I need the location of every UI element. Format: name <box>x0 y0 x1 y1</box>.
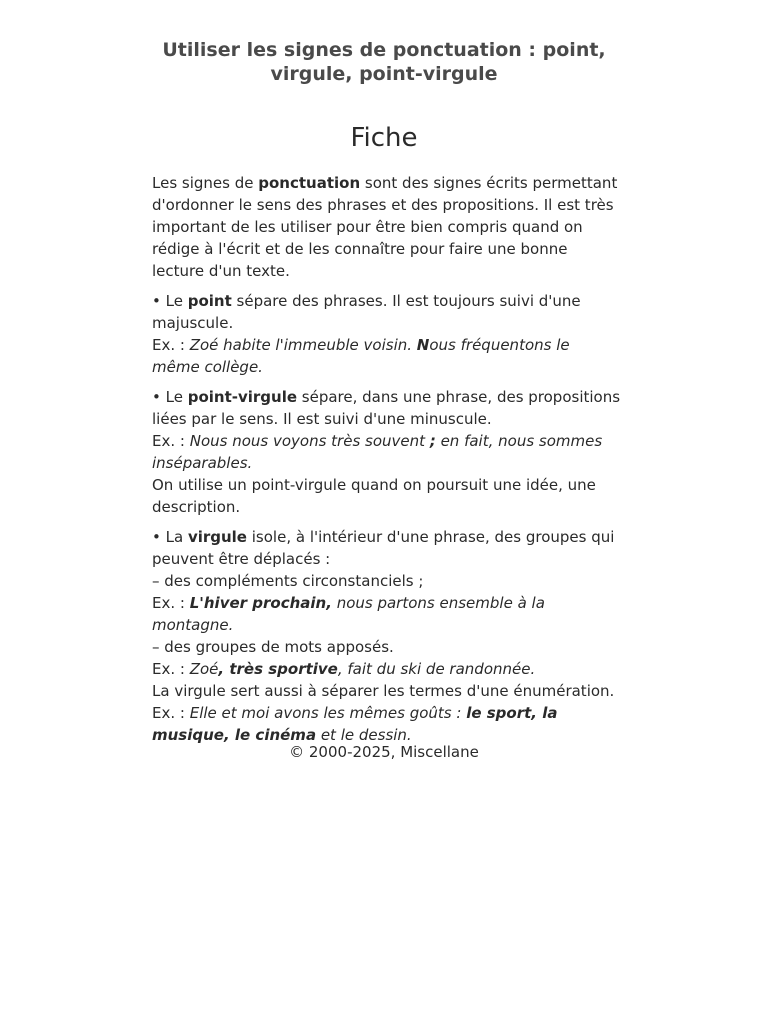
point-virgule-example-text-2: en fait, nous sommes inséparables. <box>152 432 603 472</box>
virgule-example-3-label: Ex. : <box>152 704 190 722</box>
virgule-example-3-text-1: Elle et moi avons les mêmes goûts : <box>189 704 467 722</box>
point-description: sépare des phrases. Il est toujours suivi d'une majuscule. <box>152 292 581 332</box>
point-virgule-description: sépare, dans une phrase, des propositions liées par le sens. Il est suivi d'une minuscule. <box>152 388 621 428</box>
virgule-example-1-emphasis: L'hiver prochain, <box>189 594 332 612</box>
virgule-note: La virgule sert aussi à séparer les termes d'une énumération. <box>152 682 615 700</box>
virgule-example-2-text-1: Zoé <box>189 660 219 678</box>
point-section <box>152 290 622 378</box>
point-virgule-example <box>152 430 622 474</box>
page-title-line-1: Utiliser les signes de ponctuation : point, <box>162 39 606 61</box>
virgule-item-apposes: – des groupes de mots apposés. <box>152 638 394 656</box>
point-example-text-1: Zoé habite l'immeuble voisin. <box>189 336 417 354</box>
footer-copyright: © 2000-2025, Miscellane <box>289 743 479 761</box>
intro-paragraph <box>152 172 622 282</box>
page-title <box>0 38 768 86</box>
intro-text-2: sont des signes écrits permettant d'ordonner le sens des phrases et des propositions. Il est très important de les utiliser pour être bien compris quand on rédige à l'écrit et de les connaître pour faire une bonne lecture d'un texte. <box>152 174 618 280</box>
virgule-example-2-label: Ex. : <box>152 660 190 678</box>
point-virgule-section <box>152 386 622 518</box>
point-virgule-term: point-virgule <box>187 388 298 406</box>
virgule-example-1-text: nous partons ensemble à la montagne. <box>152 594 545 634</box>
point-example <box>152 334 622 378</box>
virgule-example-3-emphasis: le sport, la musique, le cinéma <box>152 704 558 744</box>
page-title-line-2: virgule, point-virgule <box>270 63 498 85</box>
point-virgule-bullet: • Le <box>152 388 188 406</box>
point-example-label: Ex. : <box>152 336 190 354</box>
point-virgule-example-emphasis: ; <box>429 432 436 450</box>
virgule-example-2-emphasis: , très sportive <box>218 660 338 678</box>
virgule-description: isole, à l'intérieur d'une phrase, des groupes qui peuvent être déplacés : <box>152 528 615 568</box>
section-title: Fiche <box>350 123 418 153</box>
virgule-bullet: • La <box>152 528 188 546</box>
lesson-content <box>152 172 622 754</box>
virgule-definition <box>152 526 622 570</box>
point-definition <box>152 290 622 334</box>
virgule-example-3 <box>152 702 622 746</box>
point-example-emphasis: N <box>416 336 430 354</box>
point-bullet: • Le <box>152 292 188 310</box>
point-virgule-definition <box>152 386 622 430</box>
intro-keyword: ponctuation <box>258 174 361 192</box>
point-virgule-note: On utilise un point-virgule quand on poursuit une idée, une description. <box>152 476 596 516</box>
virgule-term: virgule <box>187 528 247 546</box>
virgule-item-complements: – des compléments circonstanciels ; <box>152 572 424 590</box>
point-term: point <box>187 292 232 310</box>
point-example-text-2: ous fréquentons le même collège. <box>152 336 570 376</box>
virgule-example-1-label: Ex. : <box>152 594 190 612</box>
point-virgule-example-text-1: Nous nous voyons très souvent <box>189 432 430 450</box>
point-virgule-example-label: Ex. : <box>152 432 190 450</box>
virgule-example-2 <box>152 658 622 680</box>
virgule-section <box>152 526 622 746</box>
virgule-example-3-text-2: et le dessin. <box>316 726 412 744</box>
virgule-example-1 <box>152 592 622 636</box>
intro-text-1: Les signes de <box>152 174 259 192</box>
virgule-example-2-text-2: , fait du ski de randonnée. <box>337 660 536 678</box>
